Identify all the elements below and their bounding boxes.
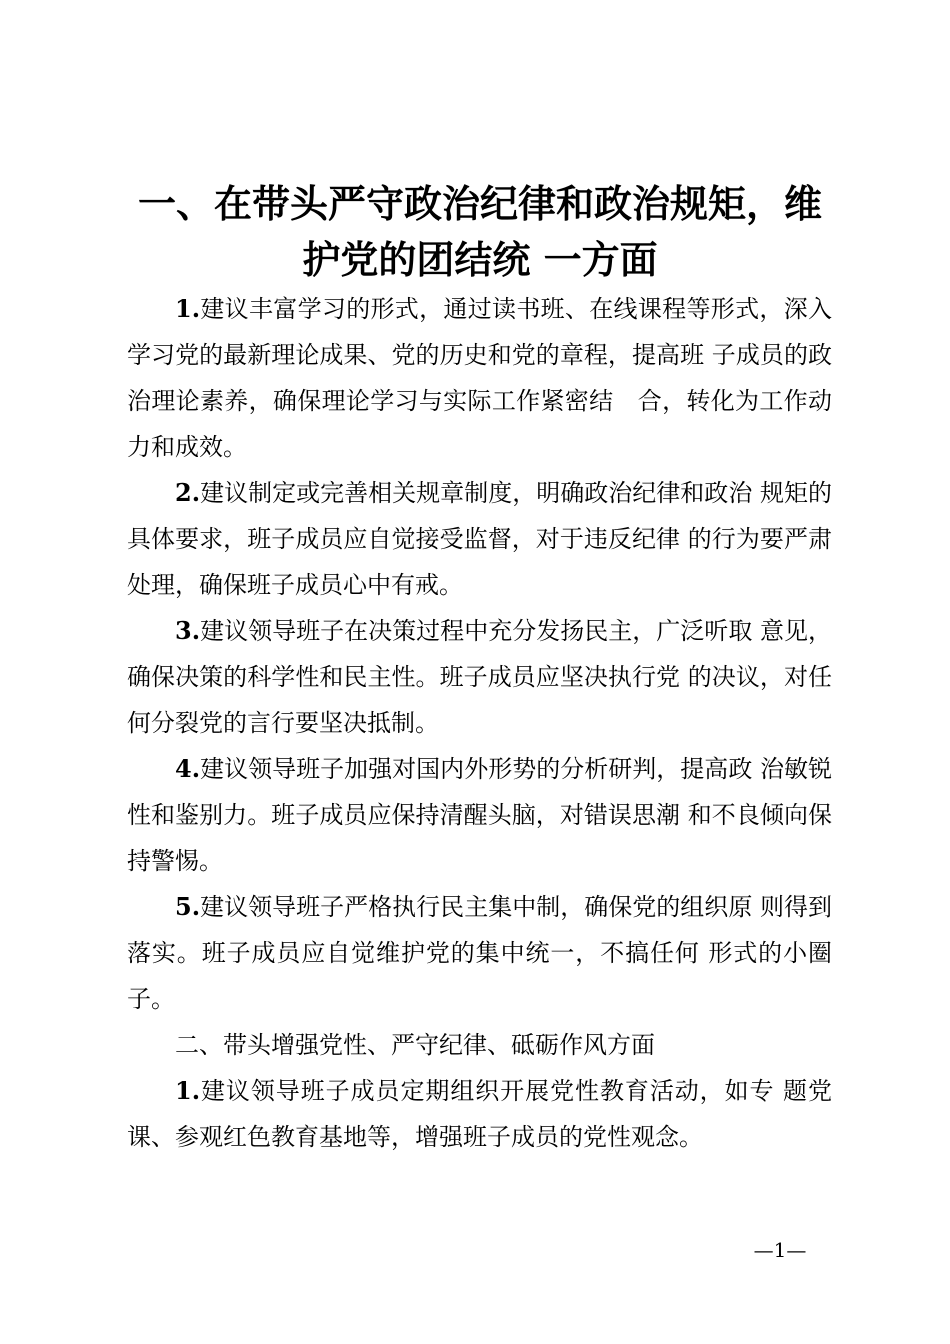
page-number: —1— <box>753 1238 807 1262</box>
item-number: 4. <box>175 754 201 783</box>
paragraph-text: 建议领导班子加强对国内外形势的分析研判，提高政 治敏锐性和鉴别力。班子成员应保持清醒头脑，对错误思潮 和不良倾向保持警惕。 <box>127 755 832 875</box>
document-heading: 一、在带头严守政治纪律和政治规矩，维护党的团结统 一方面 <box>137 181 822 282</box>
paragraph-5 <box>127 884 832 1022</box>
paragraph-text: 建议领导班子成员定期组织开展党性教育活动，如专 题党课、参观红色教育基地等，增强班子成员的党性观念。 <box>127 1077 832 1151</box>
paragraph-3 <box>127 608 832 746</box>
paragraph-text: 建议领导班子严格执行民主集中制，确保党的组织原 则得到落实。班子成员应自觉维护党的集中统一，不搞任何 形式的小圈子。 <box>127 893 832 1013</box>
item-number: 3. <box>175 616 201 645</box>
item-number: 5. <box>175 892 201 921</box>
item-number: 1. <box>175 1076 201 1105</box>
item-number: 2. <box>175 478 201 507</box>
paragraph-text: 建议制定或完善相关规章制度，明确政治纪律和政治 规矩的具体要求，班子成员应自觉接受监督，对于违反纪律 的行为要严肃处理，确保班子成员心中有戒。 <box>127 479 832 599</box>
paragraph-text: 建议领导班子在决策过程中充分发扬民主，广泛听取 意见，确保决策的科学性和民主性。班子成员应坚决执行党 的决议，对任何分裂党的言行要坚决抵制。 <box>127 617 832 737</box>
item-number: 1. <box>175 294 201 323</box>
paragraph-2 <box>127 470 832 608</box>
paragraph-text: 建议丰富学习的形式，通过读书班、在线课程等形式，深入学习党的最新理论成果、党的历史和党的章程，提高班 子成员的政治理论素养，确保理论学习与实际工作紧密结 合，转化为工作动力和成效。 <box>127 295 832 461</box>
paragraph-1 <box>127 286 832 470</box>
section-2-paragraph-1 <box>127 1068 832 1160</box>
section-2-heading: 二、带头增强党性、严守纪律、砥砺作风方面 <box>175 1031 655 1059</box>
paragraph-4 <box>127 746 832 884</box>
document-body <box>127 286 832 1160</box>
